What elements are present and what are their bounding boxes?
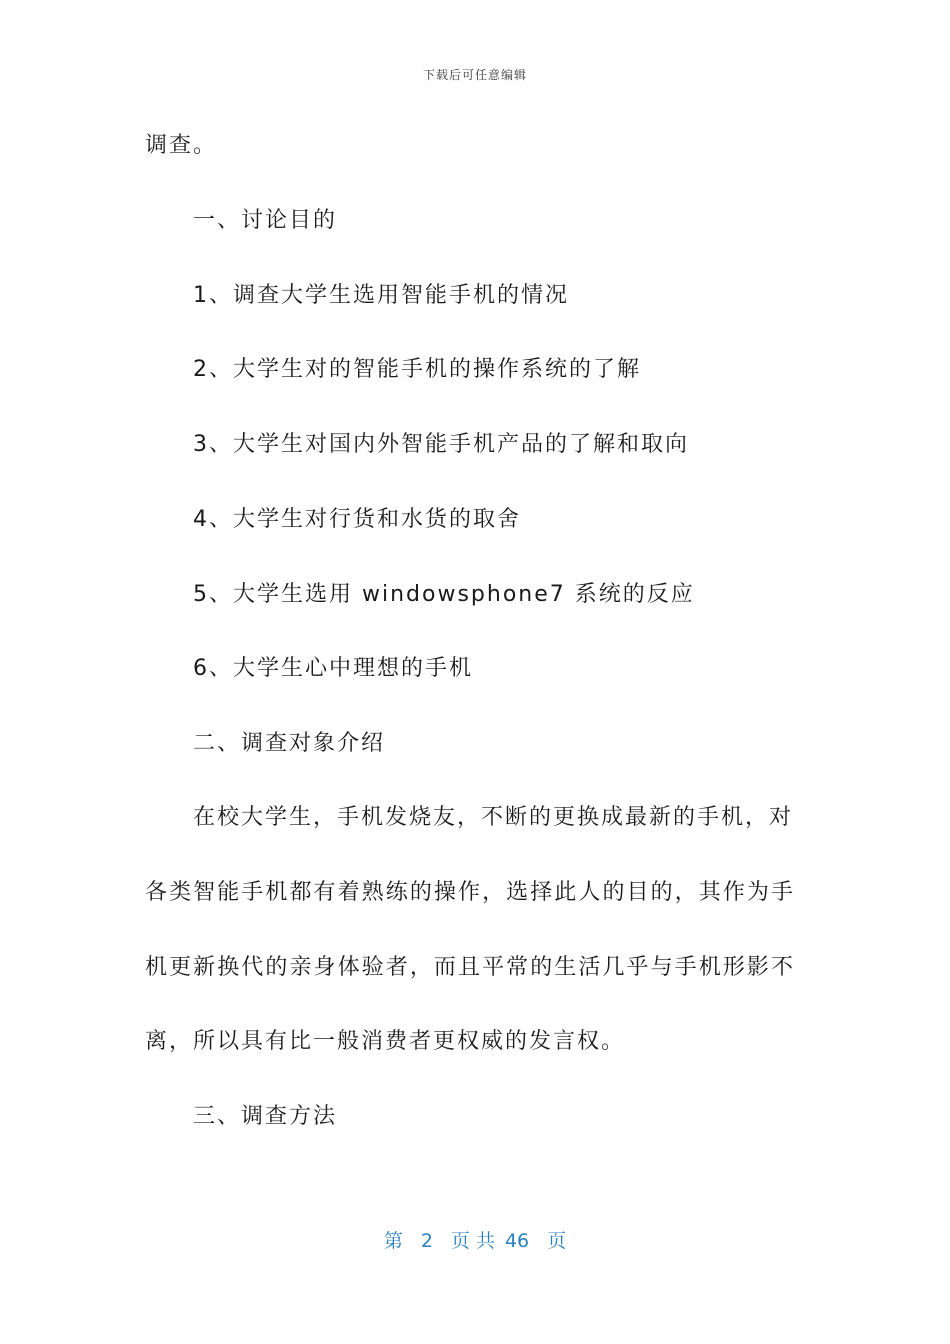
objective-item: 5、大学生选用 windowsphone7 系统的反应 xyxy=(193,582,695,607)
objective-item: 6、大学生心中理想的手机 xyxy=(193,656,473,681)
paragraph-line: 机更新换代的亲身体验者，而且平常的生活几乎与手机形影不 xyxy=(145,955,795,980)
paragraph-line: 在校大学生，手机发烧友，不断的更换成最新的手机，对 xyxy=(193,805,794,830)
footer-middle: 页 共 xyxy=(450,1230,495,1252)
footer-page-number: 2 xyxy=(420,1230,433,1252)
section-title-subject: 二、调查对象介绍 xyxy=(193,731,386,756)
header-note: 下载后可任意编辑 xyxy=(422,68,527,82)
page-footer xyxy=(0,1226,950,1253)
footer-total-pages: 46 xyxy=(504,1230,530,1252)
objective-item: 1、调查大学生选用智能手机的情况 xyxy=(193,283,569,308)
footer-suffix: 页 xyxy=(547,1230,567,1252)
objective-item: 2、大学生对的智能手机的操作系统的了解 xyxy=(193,357,641,382)
objective-item: 3、大学生对国内外智能手机产品的了解和取向 xyxy=(193,432,689,457)
section-title-objectives: 一、讨论目的 xyxy=(193,208,338,233)
continued-text: 调查。 xyxy=(145,133,218,158)
paragraph-line: 离，所以具有比一般消费者更权威的发言权。 xyxy=(145,1029,626,1054)
objective-item: 4、大学生对行货和水货的取舍 xyxy=(193,507,521,532)
paragraph-line: 各类智能手机都有着熟练的操作，选择此人的目的，其作为手 xyxy=(145,880,795,905)
footer-prefix: 第 xyxy=(383,1230,403,1252)
section-title-method: 三、调查方法 xyxy=(193,1104,338,1129)
